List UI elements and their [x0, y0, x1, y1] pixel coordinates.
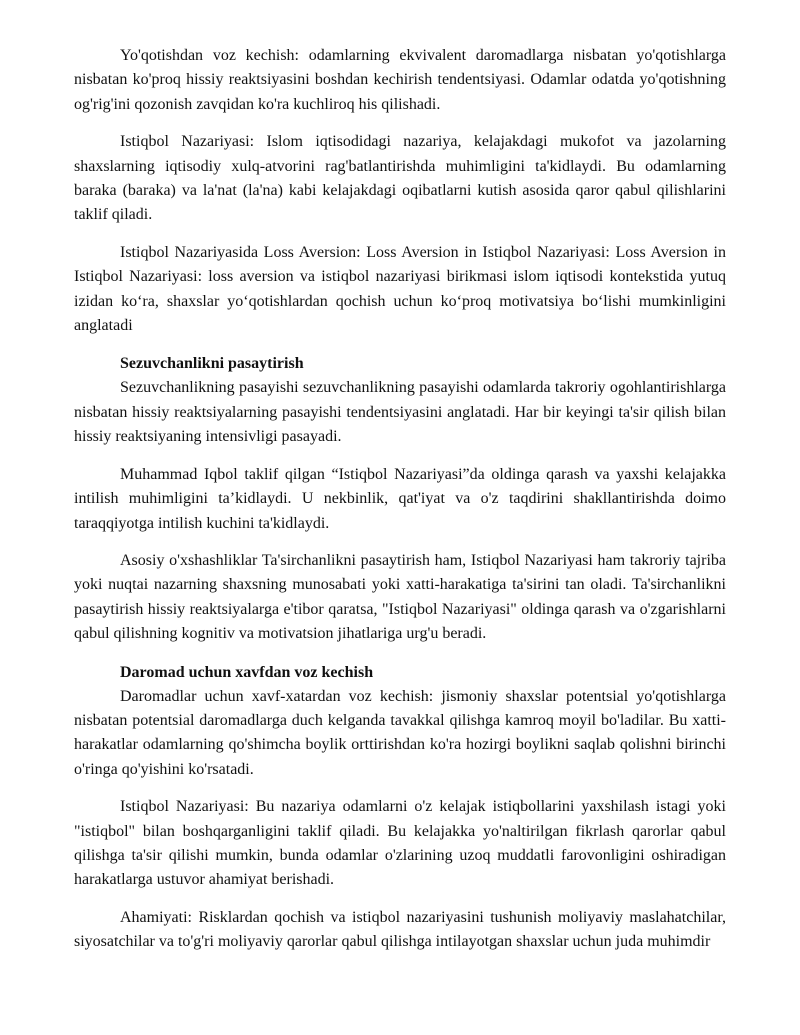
heading-desensitization: Sezuvchanlikni pasaytirish: [120, 355, 304, 373]
paragraph-iqbol-theory: Muhammad Iqbol taklif qilgan “Istiqbol Nazariyasi”da oldinga qarash va yaxshi kelajakka intilish muhimligini ta’kidlaydi. U nekbinlik, qat'iyat va o'z taqdirini shakllantirishda doimo taraqqiyotga intilish kuchini ta'kidlaydi.: [74, 465, 726, 532]
paragraph-significance: Ahamiyati: Risklardan qochish va istiqbol nazariyasini tushunish moliyaviy maslahatchilar, siyosatchilar va to'g'ri moliyaviy qarorlar qabul qilishga intilayotgan shaxslar uchun juda muhimdir: [74, 908, 726, 951]
paragraph-istiqbol-theory: Istiqbol Nazariyasi: Islom iqtisodidagi nazariya, kelajakdagi mukofot va jazolarning shaxslarning iqtisodiy xulq-atvorini rag'batlantirishda muhimligini ta'kidlaydi. Bu odamlarning baraka (baraka) va la'nat (la'na) kabi kelajakdagi oqibatlarni kutish asosida qaror qabul qilishlarini taklif qiladi.: [74, 133, 726, 224]
paragraph-similarities: Asosiy o'xshashliklar Ta'sirchanlikni pasaytirish ham, Istiqbol Nazariyasi ham takroriy tajriba yoki nuqtai nazarning shaxsning munosabati yoki xatti-harakatiga ta'sirini tan oladi. Ta'sirchanlikni pasaytirish hissiy reaktsiyalarga e'tibor qaratsa, "Istiqbol Nazariyasi" oldinga qarash va o'zgarishlarni qabul qilishning kognitiv va motivatsion jihatlariga urg'u beradi.: [74, 551, 726, 643]
paragraph-istiqbol-theory-2: Istiqbol Nazariyasi: Bu nazariya odamlarni o'z kelajak istiqbollarini yaxshilash istagi yoki "istiqbol" bilan boshqarganligini taklif qiladi. Bu kelajakka yo'naltirilgan fikrlash qarorlar qabul qilishga ta'sir qilishi mumkin, bunda odamlar o'zlarining uzoq muddatli farovonligini oshiradigan harakatlarga ustuvor ahamiyat berishadi.: [74, 798, 726, 889]
paragraph-loss-aversion: Yo'qotishdan voz kechish: odamlarning ekvivalent daromadlarga nisbatan yo'qotishlarga nisbatan ko'proq hissiy reaktsiyasini boshdan kechirish tendentsiyasi. Odamlar odatda yo'qotishning og'rig'ini qozonish zavqidan ko'ra kuchliroq his qilishadi.: [74, 47, 726, 113]
paragraph-risk-aversion: Daromadlar uchun xavf-xatardan voz kechish: jismoniy shaxslar potentsial yo'qotishlarga nisbatan potentsial daromadlarga duch kelganda tavakkal qilishga kamroq moyil bo'ladilar. Bu xatti-harakatlar odamlarning qo'shimcha boylik orttirishdan ko'ra hozirgi boylikni saqlab qolishni birinchi o'ringa qo'yishini ko'rsatadi.: [74, 687, 726, 778]
paragraph-loss-aversion-in-istiqbol: Istiqbol Nazariyasida Loss Aversion: Loss Aversion in Istiqbol Nazariyasi: Loss Aversion in Istiqbol Nazariyasi: loss aversion va istiqbol nazariyasi birikmasi islom iqtisodi kontekstida yutuq izidan ko‘ra, shaxslar yo‘qotishlardan qochish uchun ko‘proq motivatsiya bo‘lishi mumkinligini anglatadi: [74, 243, 726, 335]
heading-risk-aversion-gains: Daromad uchun xavfdan voz kechish: [120, 663, 374, 681]
paragraph-desensitization: Sezuvchanlikning pasayishi sezuvchanlikning pasayishi odamlarda takroriy ogohlantirishlarga nisbatan hissiy reaktsiyalarning pasayishi tendentsiyasini anglatadi. Har bir keyingi ta'sir qilish bilan hissiy reaktsiyaning intensivligi pasayadi.: [74, 379, 726, 446]
